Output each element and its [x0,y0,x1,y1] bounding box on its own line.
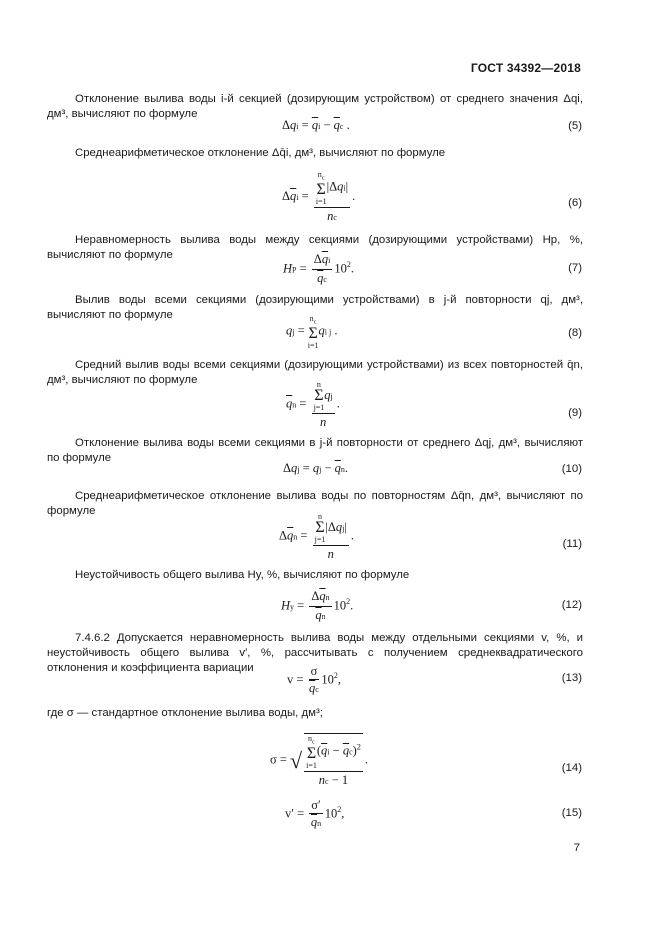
formula-12: Hy = $\frac{\Delta\overline{q}n}{\overline{q}n}$ $10^2$. [281,589,354,622]
document-header: ГОСТ 34392—2018 [470,61,581,75]
paragraph-6: Отклонение вылива воды всеми секциями в j-й повторности от среднего Δqj, дм³, вычисляют по формуле [47,437,583,464]
paragraph-4: Вылив воды всеми секциями (дозирующими устройствами) в j-й повторности qj, дм³, вычисляют по формуле [47,294,583,321]
formula-14: σ = √ $n_c$ Σ i=1 $(\overline{q}i - \overline{q}c)^2$ nc − 1 . [270,734,368,787]
paragraph-8: Неустойчивость общего вылива Hy, %, вычисляют по формуле [75,569,410,581]
paragraph-10: где σ — стандартное отклонение вылива воды, дм³; [47,707,323,719]
equation-number-12: (12) [561,599,582,611]
paragraph-7: Среднеарифметическое отклонение вылива воды по повторностям Δq̄n, дм³, вычисляют по формуле [47,490,583,517]
equation-number-13: (13) [561,672,582,684]
paragraph-3: Неравномерность вылива воды между секциями (дозирующими устройствами) Hp, %, вычисляют по формуле [47,234,583,261]
formula-10: Δqj = qj − $\overline{q}n$. [283,461,349,475]
page-number: 7 [573,842,580,854]
equation-number-14: (14) [561,762,582,774]
equation-number-6: (6) [568,197,582,209]
paragraph-2: Среднеарифметическое отклонение Δq̄i, дм³, вычисляют по формуле [75,147,446,159]
equation-number-7: (7) [568,262,582,274]
equation-number-11: (11) [562,538,582,550]
equation-number-5: (5) [568,120,582,132]
formula-15: v′ = $\frac{\sigma'}{\overline{q}n}$ $10^2$, [285,798,345,829]
formula-7: HP = $\frac{\Delta\overline{q}i}{\overline{q}c}$ $10^2$. [283,252,354,285]
equation-number-15: (15) [561,807,582,819]
formula-8: qj = $n_c$ Σ i=1 qi j . [286,314,338,350]
paragraph-5: Средний вылив воды всеми секциями (дозирующими устройствами) из всех повторностей q̄n, дм³, вычисляют по формуле [47,359,583,386]
formula-6: $\Delta\overline{q}i$ = $n_c$ Σ i=1 |Δqi| nc . [282,170,356,223]
paragraph-9: 7.4.6.2 Допускается неравномерность вылива воды между отдельными секциями v, %, и неустойчивость общего вылива v′, %, рассчитывать с получением среднеквадратического отклонения и коэффициента вариации [47,632,583,674]
formula-11: $\Delta\overline{q}n$ = n Σ j=1 |Δqj| n . [279,512,355,561]
formula-13: v = $\frac{\sigma}{\overline{q}c}$ $10^2$, [287,664,341,695]
equation-number-9: (9) [568,407,582,419]
formula-9: $\overline{q}n$ = n Σ j=1 qj n . [286,380,340,429]
equation-number-8: (8) [568,327,582,339]
formula-5: $\Delta qi = \overline{q}i - \overline{q}c$ . [282,118,350,132]
equation-number-10: (10) [561,463,582,475]
paragraph-1: Отклонение вылива воды i-й секцией (дозирующим устройством) от среднего значения Δqi, дм³, вычисляют по формуле [47,93,583,120]
